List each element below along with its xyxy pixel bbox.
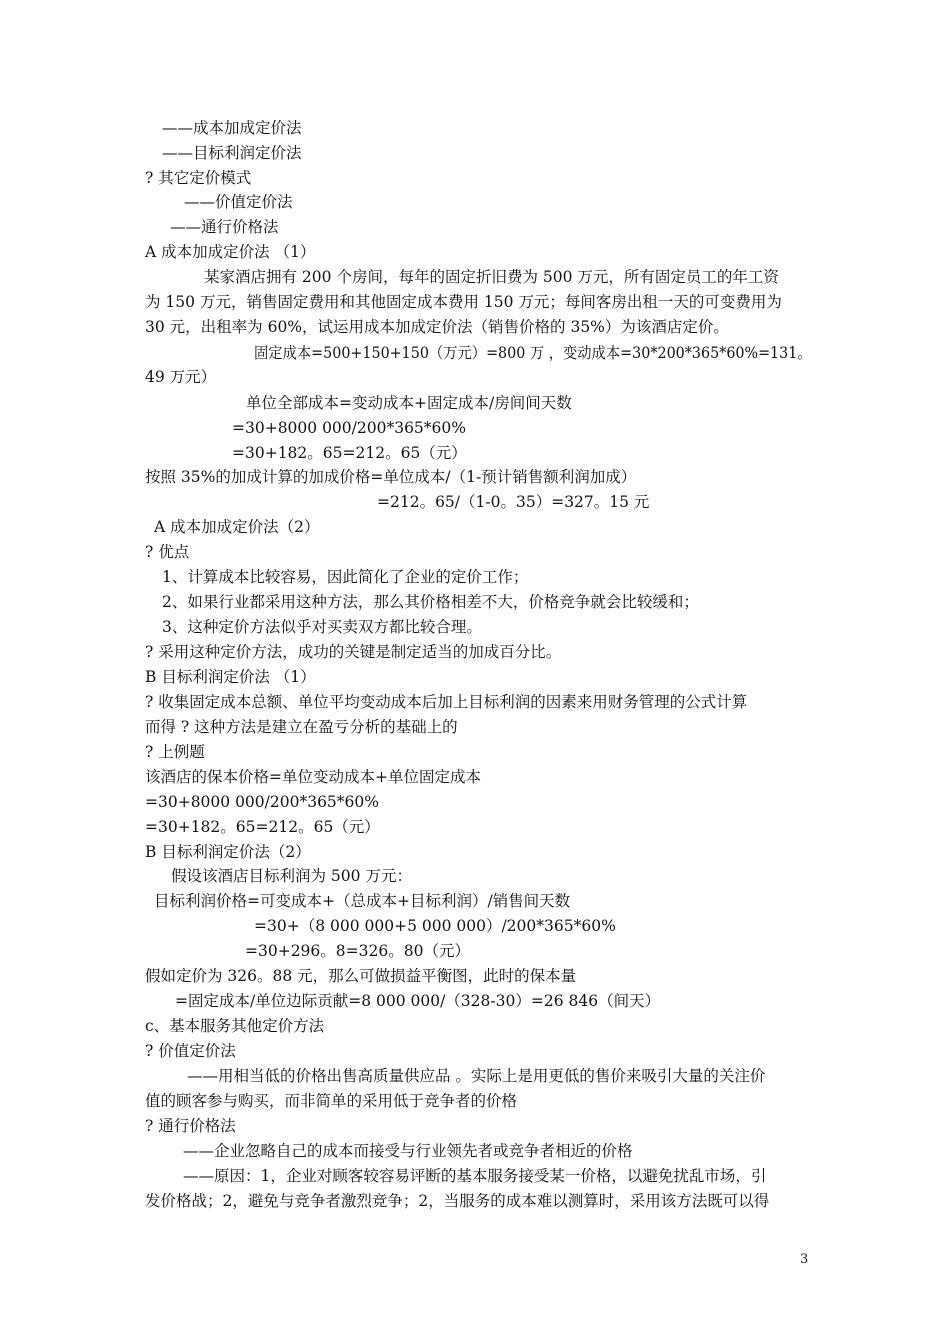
formula-line: =30+296。8=326。80（元） — [245, 942, 470, 960]
text-line: ? 其它定价模式 — [145, 169, 252, 187]
text-line: ——通行价格法 — [170, 218, 279, 236]
text-line: 而得 ? 这种方法是建立在盈亏分析的基础上的 — [145, 718, 458, 736]
text-line: ——原因：1，企业对顾客较容易评断的基本服务接受某一价格，以避免扰乱市场，引 — [183, 1167, 767, 1185]
formula-line: =30+8000 000/200*365*60% — [232, 419, 466, 437]
text-line: 49 万元） — [145, 368, 217, 386]
text-line: 为 150 万元，销售固定费用和其他固定成本费用 150 万元；每间客房出租一天的可变费用为 — [145, 293, 782, 311]
formula-line: =固定成本/单位边际贡献=8 000 000/（328-30）=26 846（间天） — [175, 992, 661, 1010]
bullet-item: ? 收集固定成本总额、单位平均变动成本后加上目标利润的因素来用财务管理的公式计算 — [145, 693, 748, 711]
text-line: ——成本加成定价法 — [162, 119, 302, 137]
bullet-item: ? 优点 — [145, 543, 190, 561]
list-item: 3、这种定价方法似乎对买卖双方都比较合理。 — [162, 618, 482, 636]
text-line: ——用相当低的价格出售高质量供应品 。实际上是用更低的售价来吸引大量的关注价 — [187, 1067, 766, 1085]
text-line: 发价格战；2，避免与竞争者激烈竞争；2，当服务的成本难以测算时，采用该方法既可以得 — [145, 1192, 770, 1210]
text-line: ——价值定价法 — [184, 193, 293, 211]
bullet-item: ? 采用这种定价方法，成功的关键是制定适当的加成百分比。 — [145, 643, 562, 661]
list-item: 1、计算成本比较容易，因此简化了企业的定价工作； — [162, 568, 529, 586]
text-line: 该酒店的保本价格=单位变动成本+单位固定成本 — [145, 768, 481, 786]
section-heading: A 成本加成定价法 （1） — [145, 243, 316, 261]
text-line: 某家酒店拥有 200 个房间，每年的固定折旧费为 500 万元，所有固定员工的年工资 — [204, 268, 779, 286]
page-number: 3 — [800, 1252, 809, 1267]
bullet-item: ? 上例题 — [145, 743, 205, 761]
bullet-item: ? 价值定价法 — [145, 1042, 236, 1060]
text-line: 假如定价为 326。88 元，那么可做损益平衡图，此时的保本量 — [145, 967, 577, 985]
text-line: 假设该酒店目标利润为 500 万元： — [171, 867, 412, 885]
text-line: 30 元，出租率为 60%，试运用成本加成定价法（销售价格的 35%）为该酒店定价。 — [145, 318, 729, 336]
bullet-item: ? 通行价格法 — [145, 1117, 236, 1135]
formula-line: =30+182。65=212。65（元） — [145, 818, 380, 836]
formula-line: =212。65/（1-0。35）=327。15 元 — [377, 493, 650, 511]
list-item: 2、如果行业都采用这种方法，那么其价格相差不大，价格竞争就会比较缓和； — [162, 593, 699, 611]
section-heading: c、基本服务其他定价方法 — [145, 1017, 325, 1035]
text-line: ——目标利润定价法 — [162, 144, 302, 162]
section-heading: A 成本加成定价法（2） — [154, 518, 320, 536]
formula-line: 单位全部成本=变动成本+固定成本/房间间天数 — [246, 394, 572, 412]
formula-line: =30+（8 000 000+5 000 000）/200*365*60% — [254, 917, 616, 935]
formula-line: 固定成本=500+150+150（万元）=800 万 ，变动成本=30*200*365*60%=131。 — [254, 344, 812, 362]
formula-line: =30+8000 000/200*365*60% — [145, 793, 379, 811]
text-line: 按照 35%的加成计算的加成价格=单位成本/（1-预计销售额利润加成） — [145, 468, 637, 486]
formula-line: 目标利润价格=可变成本+（总成本+目标利润）/销售间天数 — [154, 892, 571, 910]
text-line: 值的顾客参与购买，而非简单的采用低于竞争者的价格 — [145, 1092, 518, 1110]
text-line: ——企业忽略自己的成本而接受与行业领先者或竞争者相近的价格 — [183, 1142, 633, 1160]
section-heading: B 目标利润定价法（2） — [145, 843, 311, 861]
section-heading: B 目标利润定价法 （1） — [145, 668, 316, 686]
formula-line: =30+182。65=212。65（元） — [232, 444, 467, 462]
